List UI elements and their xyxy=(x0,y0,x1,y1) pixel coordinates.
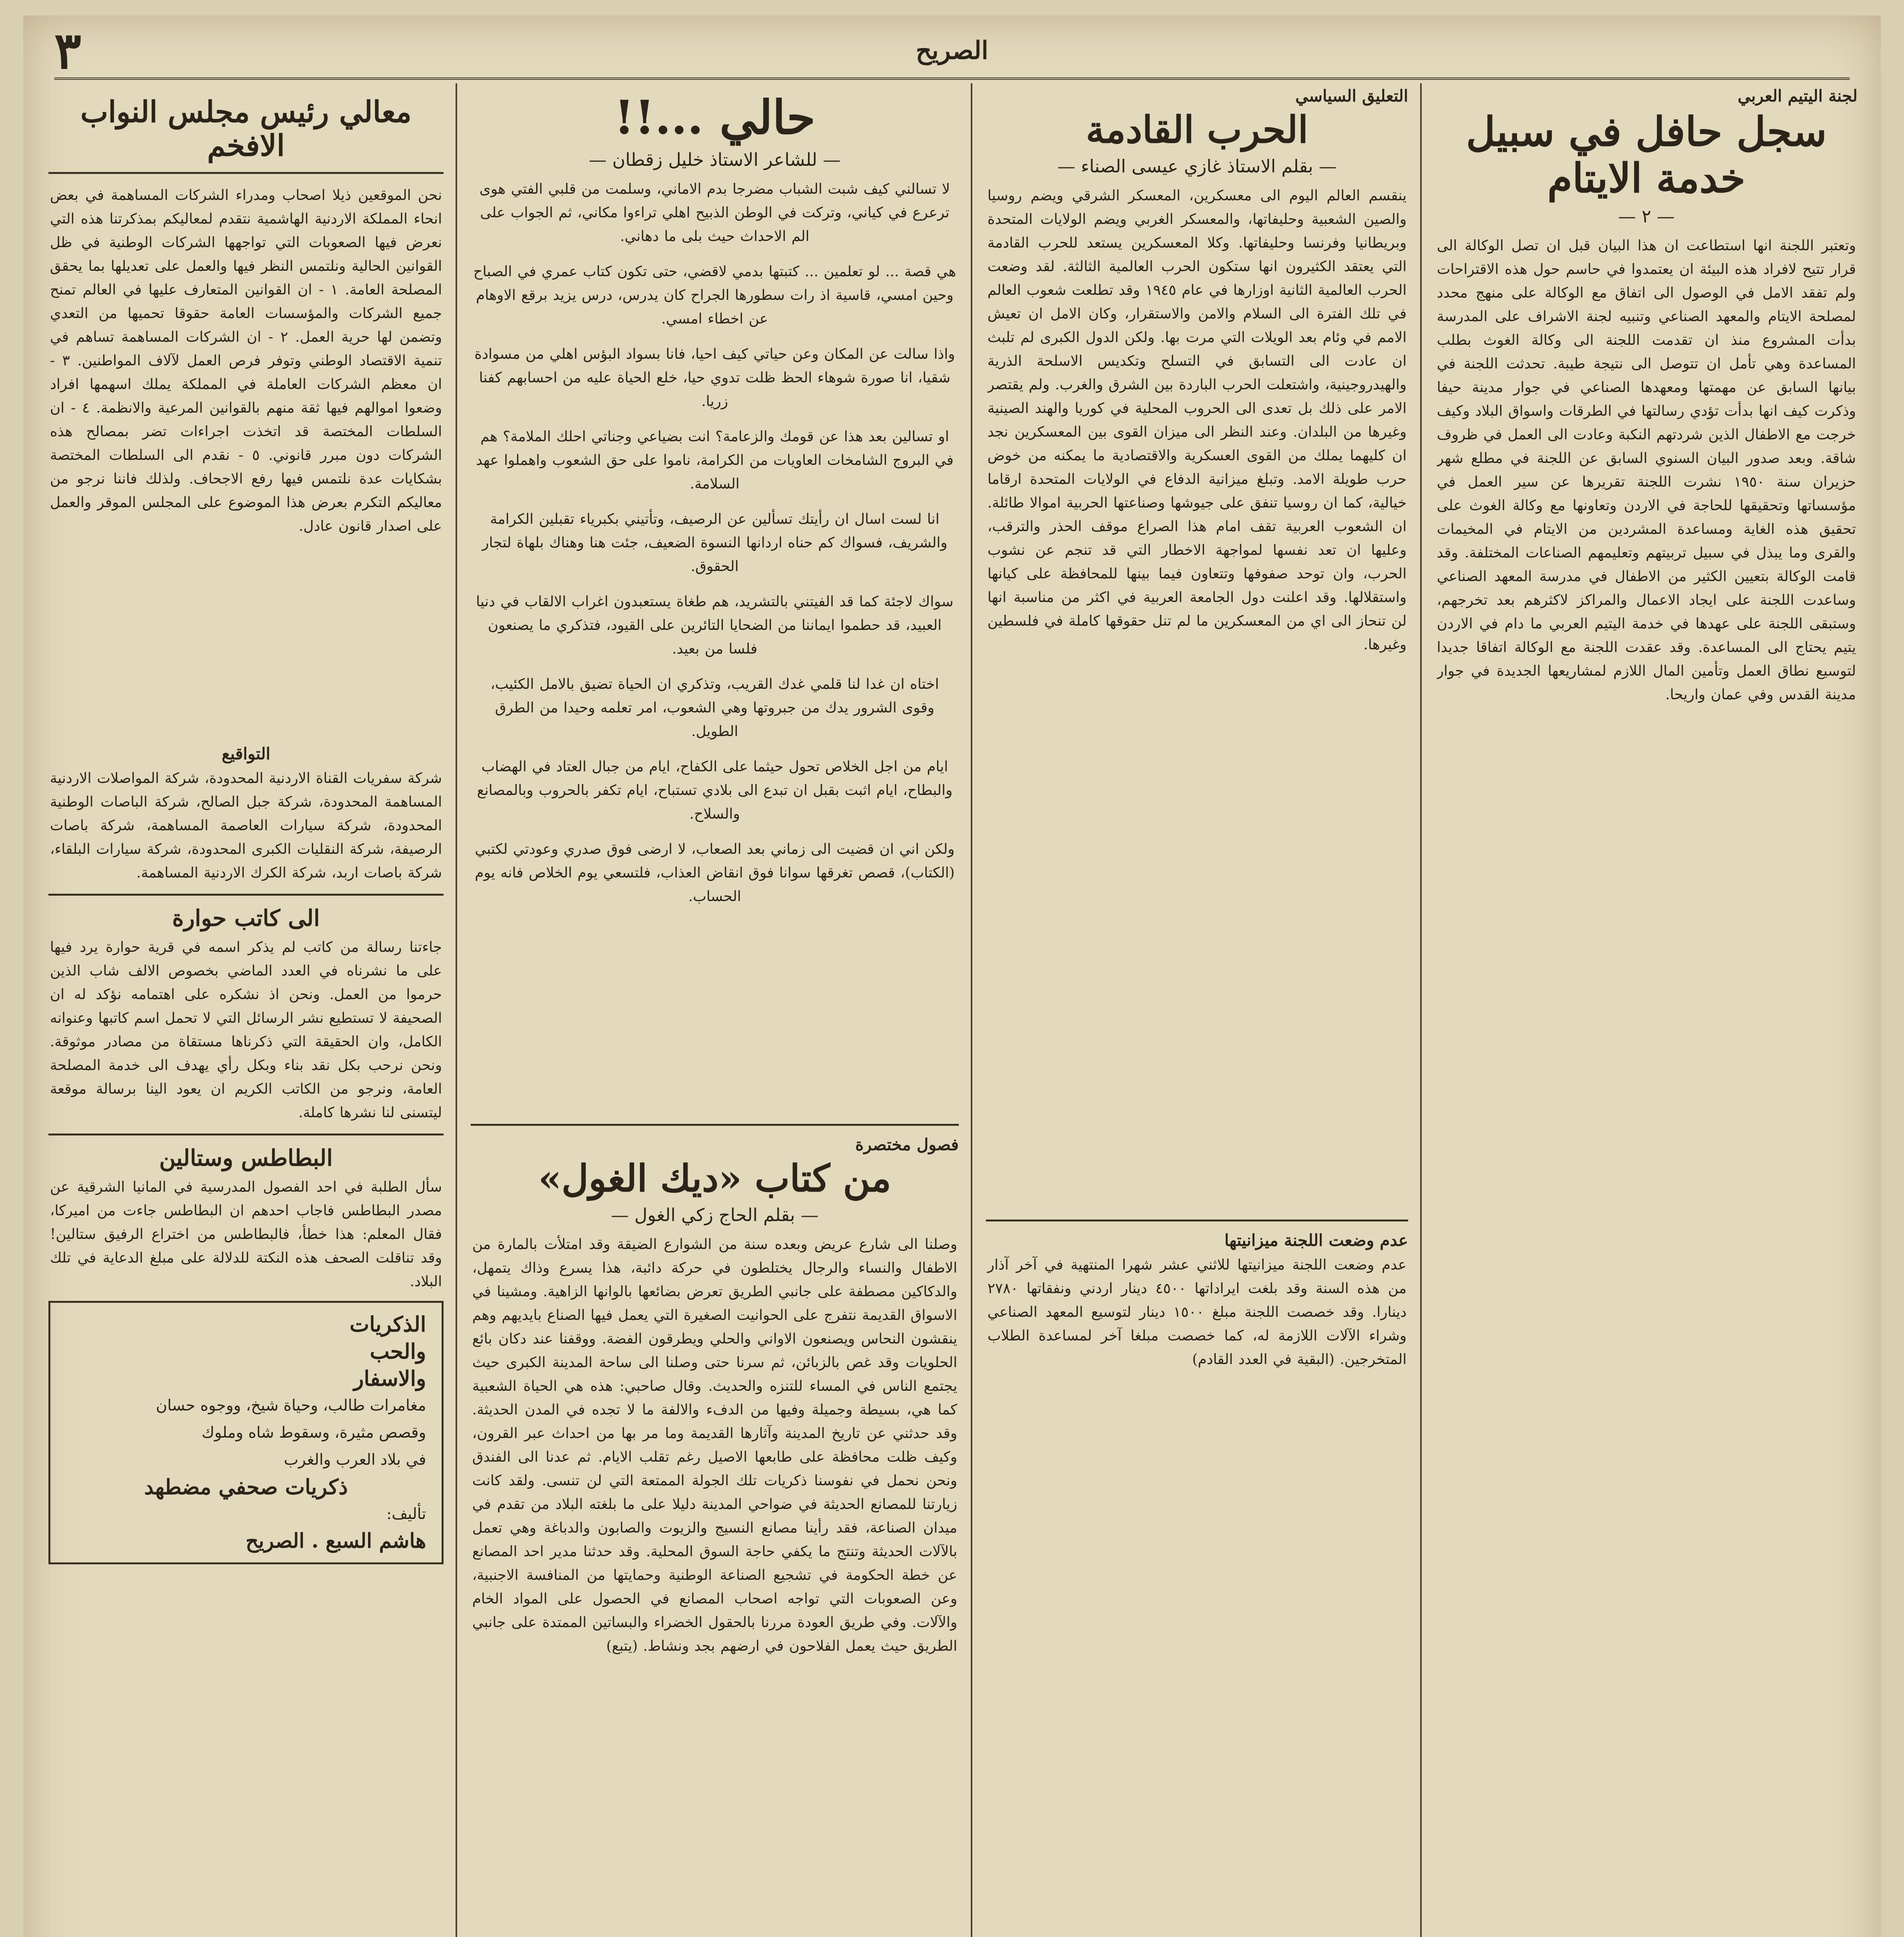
poem-byline: — للشاعر الاستاذ خليل زقطان — xyxy=(588,149,841,170)
article-part: — ٢ — xyxy=(1618,206,1675,227)
ad-line: والحب xyxy=(370,1338,426,1364)
newspaper-page xyxy=(23,15,1881,1937)
column-poem xyxy=(463,83,967,1937)
divider xyxy=(48,172,444,174)
masthead xyxy=(54,23,1850,80)
article-body: جاءتنا رسالة من كاتب لم يذكر اسمه في قرية حوارة يرد فيها على ما نشرناه في العدد الماضي بخصوص الالف شاب الذين حرموا من العمل. ونحن اذ نشكره على اهتمامه نؤكد له ان الصحيفة لا تستطيع نشر الرسائل التي لا تحمل اسم كاتبها وعنوانه الكامل، وان الحقيقة التي ذكرناها مستقاة من مصادر موثوقة. ونحن نرحب بكل نقد بناء وبكل رأي يهدف الى خدمة المصلحة العامة، ونرجو من الكاتب الكريم ان يعود الينا برسالة موقعة ليتسنى لنا نشرها كاملة. xyxy=(50,938,442,1121)
signers-list: شركة سفريات القناة الاردنية المحدودة، شركة المواصلات الاردنية المساهمة المحدودة، شركة جبل الصالح، شركة الباصات الوطنية المحدودة، شركة سيارات العاصمة المساهمة، شركة باصات الرصيفة، شركة النقليات الكبرى المحدودة، شركة سيارات البلقاء، شركة باصات اربد، شركة الكرك الاردنية المساهمة. xyxy=(50,769,442,881)
article-body: ينقسم العالم اليوم الى معسكرين، المعسكر الشرقي ويضم روسيا والصين الشعبية وحليفاتها، والمعسكر الغربي ويضم الولايات المتحدة وبريطانيا وفرنسا وحليفاتها. وكلا المعسكرين يستعد للحرب القادمة التي يعتقد الكثيرون انها ستكون الحرب العالمية الثالثة. لقد وضعت الحرب العالمية الثانية اوزارها في عام ١٩٤٥ وقد تطلعت شعوب العالم في تلك الفترة الى السلام والامن والاستقرار، وكان الامل ان تعيش الامم في وئام بعد الويلات التي مرت بها. ولكن الدول الكبرى لم تلبث ان عادت الى التسابق في التسلح وتكديس الاسلحة الذرية والهيدروجينية، واشتعلت الحرب الباردة بين الشرق والغرب. ولم يقتصر الامر على ذلك بل تعدى الى الحروب المحلية في كوريا والهند الصينية وغيرها من البلدان. وعند النظر الى ميزان القوى بين المعسكرين نجد ان كليهما يملك من القوى العسكرية والاقتصادية ما يمكنه من خوض حرب طويلة الامد. وتبلغ ميزانية الدفاع في الولايات المتحدة ارقاما خيالية، كما ان روسيا تنفق على جيوشها وصناعتها الحربية اموالا طائلة. ان الشعوب العربية تقف امام هذا الصراع موقف الحذر والترقب، وعليها ان تعد نفسها لمواجهة الاخطار التي قد تنجم عن نشوب الحرب، وان توحد صفوفها وتتعاون فيما بينها للمحافظة على كيانها واستقلالها. وقد اعلنت دول الجامعة العربية في اكثر من مناسبة انها لن تنحاز الى اي من المعسكرين ما لم تنل حقوقها كاملة في فلسطين وغيرها. xyxy=(987,187,1407,653)
ad-line: وقصص مثيرة، وسقوط شاه وملوك xyxy=(201,1423,426,1442)
divider xyxy=(986,1220,1408,1221)
poem-stanza: هي قصة ... لو تعلمين ... كتبتها بدمي لاقضي، حتى تكون كتاب عمري في الصباح وحين امسي، قاسية اذ رات سطورها الجراح كان يدرس، درس يزيد برقع الاوهام عن اخطاء امسي. xyxy=(473,263,956,327)
section-label: لجنة اليتيم العربي xyxy=(1737,86,1858,105)
article-title: من كتاب «ديك الغول» xyxy=(538,1156,891,1200)
column-orphans xyxy=(1428,83,1865,1937)
ad-line: في بلاد العرب والغرب xyxy=(284,1450,426,1469)
divider xyxy=(48,894,444,896)
article-title: الحرب القادمة xyxy=(1085,108,1309,151)
poem-stanza: انا لست اسال ان رأيتك تسألين عن الرصيف، وتأتيني بكبرياء تقبلين الكرامة والشريف، فسواك كم حناه اردانها النسوة الضعيف، جئت هنا وهناك بلهاة لتجار الحقوق. xyxy=(482,511,948,575)
poem-stanzas xyxy=(463,177,967,1115)
article-body: وصلنا الى شارع عريض وبعده سنة من الشوارع الضيقة وقد امتلأت بالمارة من الاطفال والنساء والرجال يختلطون في حركة دائبة، هذا يسرع وذاك يتمهل، والدكاكين مصطفة على جانبي الطريق تعرض بضائعها بالوانها الزاهية. ومشينا في الاسواق القديمة نتفرج على الحوانيت الصغيرة التي يعمل فيها الصناع بايديهم وهم ينقشون النحاس ويصنعون الاواني والحلي ويطرقون الفضة. ووقفنا عند دكان بائع الحلويات وقد غص بالزبائن، ثم سرنا حتى وصلنا الى ساحة المدينة الكبرى حيث يجتمع الناس في المساء للتنزه والحديث. وقال صاحبي: هذه هي الحياة الشعبية كما هي، بسيطة وجميلة وفيها من الدفء والالفة ما لا تجده في المدن الحديثة. وقد حدثني عن تاريخ المدينة وآثارها القديمة وما مر بها من احداث عبر القرون، وكيف ظلت محافظة على طابعها الاصيل رغم تقلب الايام. ثم عدنا الى الفندق ونحن نحمل في نفوسنا ذكريات تلك الجولة الممتعة التي لن تنسى. ولقد كانت زيارتنا للمصانع الحديثة في ضواحي المدينة دليلا على ما بلغته البلاد من تقدم في ميدان الصناعة، فقد رأينا مصانع النسيج والزيوت والصابون والدباغة وهي تعمل بالآلات الحديثة وتنتج ما يكفي حاجة السوق المحلية. وقد حدثنا مدير احد المصانع عن خطة الحكومة في تشجيع الصناعة الوطنية وحمايتها من المنافسة الاجنبية، وعن الصعوبات التي تواجه اصحاب المصانع في الحصول على المواد الخام والآلات. وفي طريق العودة مررنا بالحقول الخضراء والبساتين الممتدة على جانبي الطريق حيث يعمل الفلاحون في ارضهم بجد ونشاط. (يتبع) xyxy=(472,1236,957,1655)
column-next-war xyxy=(978,83,1416,1937)
page-number: ٣ xyxy=(54,21,81,80)
column-parliament xyxy=(41,83,451,1937)
poem-stanza: واذا سالت عن المكان وعن حياتي كيف احيا، فانا بسواد البؤس اهلي من مسوادة شقيا، انا صورة شوهاء الحظ ظلت تدوي حيا، خلع الحياة عليه من احسابهم كفنا زريا. xyxy=(474,346,955,409)
ad-line: مغامرات طالب، وحياة شيخ، ووجوه حسان xyxy=(156,1396,426,1414)
poem-stanza: اختاه ان غدا لنا قلمي غدك القريب، وتذكري ان الحياة تضيق بالامل الكئيب، وقوى الشرور يدك من جبروتها وهي الشعوب، امر تعلمه وحيدا من الطرق الطويل. xyxy=(490,676,939,740)
ad-line: الذكريات xyxy=(349,1311,426,1337)
newspaper-name: الصريح xyxy=(915,36,989,65)
column-rule xyxy=(971,83,972,1937)
section-label: فصول مختصرة xyxy=(855,1135,959,1154)
divider xyxy=(48,1134,444,1135)
article-title: سجل حافل في سبيل خدمة الايتام xyxy=(1466,108,1827,202)
section-label: التعليق السياسي xyxy=(1295,86,1408,105)
article-byline: — بقلم الاستاذ غازي عيسى الصناء — xyxy=(1057,156,1337,177)
poem-title: حالي ...!! xyxy=(614,90,815,145)
book-advertisement xyxy=(48,1301,444,1564)
article-title: الى كاتب حوارة xyxy=(172,905,320,931)
poem-stanza: او تسالين بعد هذا عن قومك والزعامة؟ انت بضياعي وجناتي احلك الملامة؟ هم في البروج الشامخات العاويات من الكرامة، ناموا على حق الشعوب واهملوا عهد السلامة. xyxy=(476,428,954,492)
subsection-label: عدم وضعت اللجنة ميزانيتها xyxy=(1224,1231,1408,1250)
ad-line: ذكريات صحفي مضطهد xyxy=(144,1474,348,1499)
article-byline: — بقلم الحاج زكي الغول — xyxy=(611,1204,819,1226)
article-body-continued: عدم وضعت اللجنة ميزانيتها للاثني عشر شهرا المنتهية في آخر آذار من هذه السنة وقد بلغت ايراداتها ٤٥٠٠ دينار اردني ونفقاتها ٢٧٨٠ دينارا. وقد خصصت اللجنة مبلغ ١٥٠٠ دينار لتوسيع المعهد الصناعي وشراء الآلات اللازمة له، كما خصصت مبلغا آخر لمساعدة الطلاب المتخرجين. (البقية في العدد القادم) xyxy=(987,1256,1407,1368)
article-title: معالي رئيس مجلس النواب الافخم xyxy=(80,95,412,163)
ad-line: والاسفار xyxy=(354,1366,426,1391)
article-body: نحن الموقعين ذيلا اصحاب ومدراء الشركات المساهمة في بعض انحاء المملكة الاردنية الهاشمية نتقدم لمعاليكم بمذكرتنا هذه التي نعرض فيها الصعوبات التي تواجهها الشركات الوطنية في ظل القوانين الحالية ونلتمس النظر فيها والعمل على تعديلها بما يحقق المصلحة العامة. ١ - ان القوانين المتعارف عليها في العالم تمنح جميع الشركات والمؤسسات العامة حقوقا تحميها من التعدي وتضمن لها حرية العمل. ٢ - ان الشركات المساهمة تساهم في تنمية الاقتصاد الوطني وتوفر فرص العمل لآلاف المواطنين. ٣ - ان معظم الشركات العاملة في المملكة يملك اسهمها افراد وضعوا اموالهم فيها ثقة منهم بالقوانين المرعية والانظمة. ٤ - ان السلطات المختصة قد اتخذت اجراءات تضر بمصالح هذه الشركات دون مبرر قانوني. ٥ - نقدم الى السلطات المختصة بشكايات عدة نلتمس فيها رفع الاجحاف. ولذلك فاننا نرجو من معاليكم التكرم بعرض هذا الموضوع على المجلس الموقر والعمل على اصدار قانون عادل. xyxy=(50,186,442,534)
signers-heading: التواقيع xyxy=(222,744,270,763)
poem-stanza: لا تسالني كيف شبت الشباب مضرجا بدم الاماني، وسلمت من قلبي الفتي هوى ترعرع في كياني، وتركت في الوطن الذبيح اهلي تراءوا مكاني، ثم الجواب على الم الاحداث حيث بلى ما دهاني. xyxy=(479,181,950,244)
poem-stanza: ولكن اني ان قضيت الى زماني بعد الصعاب، لا ارضى فوق صدري وعودتي لكتبي (الكتاب)، قصص تغرقها سوانا فوق انقاض العذاب، فلتسعي يوم الخلاص فانه يوم الحساب. xyxy=(475,841,955,905)
article-body: وتعتبر اللجنة انها استطاعت ان هذا البيان قبل ان تصل الوكالة الى قرار تتيح لافراد هذه البيئة ان يعتمدوا في حاسم حول هذه الاقتراحات ولم تفقد الامل في الوصول الى اتفاق مع الوكالة على منهج محدد لمصلحة الايتام والمعهد الصناعي وتنبيه لجنة الاشراف على المدرسة بدأت المشروع منذ ان تقدمت اللجنة الى وكالة الغوث بطلب المساعدة وهي تأمل ان تتوصل الى نتيجة طيبة. تحدثت اللجنة في بيانها السابق عن مهمتها ومعهدها الصناعي في جوار مدينة حيفا وذكرت كيف انها بدأت تؤدي رسالتها في الطرقات واسواق البلاد وكيف خرجت مع الاطفال الذين شردتهم النكبة وعادت الى العمل في ظروف شاقة. وبعد صدور البيان السنوي السابق عن اللجنة في مطلع شهر حزيران سنة ١٩٥٠ نشرت اللجنة تقريرها عن سير العمل في مؤسساتها وتحقيقها للحاجة في الاردن وتعاونها مع وكالة الغوث على تحقيق هذه الغاية ومساعدة المشردين من الايتام في المخيمات والقرى وما يبذل في سبيل تربيتهم وتعليمهم الصناعات المختلفة. وقد قامت الوكالة بتعيين الكثير من الاطفال في مدرسة المعهد الصناعي وساعدت اللجنة على ايجاد الاعمال والمراكز لاكثرهم بعد تخرجهم، وستبقى اللجنة على عهدها في خدمة اليتيم العربي ما دام في الاردن يتيم يحتاج الى المساعدة. وقد عقدت اللجنة مع الوكالة اتفاقا جديدا لتوسيع نطاق العمل وتأمين المال اللازم لمشاريعها الجديدة في جوار مدينة القدس وفي عمان واريحا. xyxy=(1437,237,1856,703)
column-rule xyxy=(1420,83,1422,1937)
poem-stanza: ايام من اجل الخلاص تحول حيثما على الكفاح، ايام من جبال العتاد في الهضاب والبطاح، ايام اثبت بقبل ان تبدع الى بلادي تستباح، ايام تكفر بالحروب وبالمصانع والسلاح. xyxy=(477,758,953,822)
divider xyxy=(471,1124,959,1126)
ad-line: تأليف: xyxy=(386,1505,426,1523)
article-body: سأل الطلبة في احد الفصول المدرسية في المانيا الشرقية عن مصدر البطاطس فاجاب احدهم ان البطاطس جاءت من اميركا، فقال المعلم: هذا خطأ، فالبطاطس من اختراع الرفيق ستالين! وقد تناقلت الصحف هذه النكتة للدلالة على مبلغ الدعاية في تلك البلاد. xyxy=(50,1178,442,1290)
column-rule xyxy=(456,83,457,1937)
article-title: البطاطس وستالين xyxy=(159,1144,333,1171)
poem-stanza: سواك لاجئة كما قد الفيتني بالتشريد، هم طغاة يستعبدون اغراب الالقاب في دنيا العبيد، قد حطموا ايماننا من الضحايا التائرين على القيود، فتذكري ما يصنعون فلسا من بعيد. xyxy=(476,593,954,657)
ad-line: هاشم السبع . الصريح xyxy=(245,1529,426,1553)
